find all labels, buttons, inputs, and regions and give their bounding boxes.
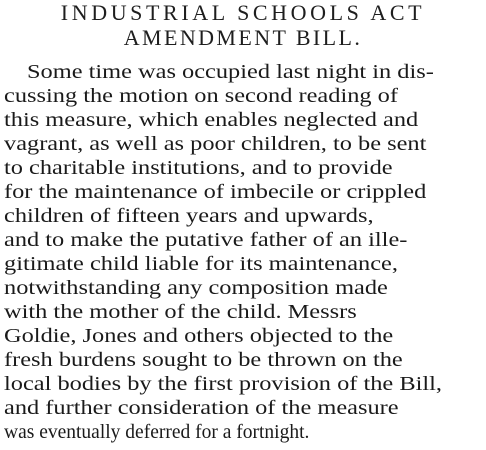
article-line-9: gitimate child liable for its maintenance, bbox=[4, 254, 398, 275]
article-line-11: with the mother of the child. Messrs bbox=[4, 302, 357, 323]
article-line-3: this measure, which enables neglected and bbox=[4, 110, 419, 131]
article-line-16: was eventually deferred for a fortnight. bbox=[4, 422, 310, 443]
article-line-12: Goldie, Jones and others objected to the bbox=[4, 326, 394, 347]
article-line-8: and to make the putative father of an ille- bbox=[4, 230, 408, 251]
article-line-2: cussing the motion on second reading of bbox=[4, 86, 399, 107]
article-line-15: and further consideration of the measure bbox=[4, 398, 399, 419]
article-line-7: children of fifteen years and upwards, bbox=[4, 206, 374, 227]
headline-line-2: AMENDMENT BILL. bbox=[123, 25, 363, 50]
headline-line-1: INDUSTRIAL SCHOOLS ACT bbox=[60, 0, 426, 25]
article-line-14: local bodies by the first provision of the Bill, bbox=[4, 374, 443, 395]
article-line-5: to charitable institutions, and to provide bbox=[4, 158, 393, 179]
article-line-10: notwithstanding any composition made bbox=[4, 278, 388, 299]
article-line-4: vagrant, as well as poor children, to be sent bbox=[4, 134, 427, 155]
article-line-1: Some time was occupied last night in dis- bbox=[27, 62, 434, 83]
article-line-13: fresh burdens sought to be thrown on the bbox=[4, 350, 403, 371]
article-line-6: for the maintenance of imbecile or crippled bbox=[4, 182, 427, 203]
